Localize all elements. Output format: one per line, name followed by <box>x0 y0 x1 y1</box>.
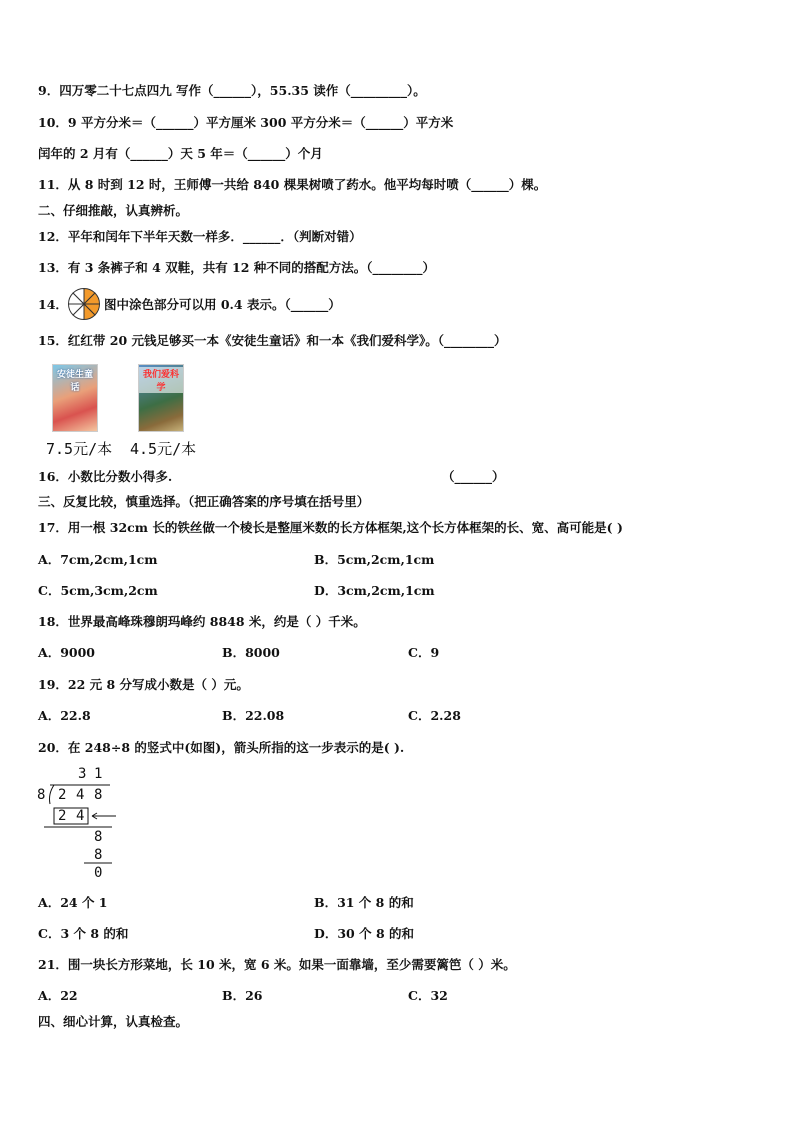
option-a: A．24 个 1 <box>38 895 108 910</box>
dividend-digit: 8 <box>94 787 103 803</box>
quotient-digit: 3 <box>78 766 87 782</box>
book-cover-title: 我们爱科学 <box>139 367 183 393</box>
option-d: D．3cm,2cm,1cm <box>314 583 435 598</box>
option-c: C．3 个 8 的和 <box>38 926 129 941</box>
dividend-digit: 4 <box>76 787 85 803</box>
option-c: C．5cm,3cm,2cm <box>38 583 158 598</box>
question-19: 19．22 元 8 分写成小数是（ ）元。 <box>38 677 249 692</box>
question-16: 16．小数比分数小得多. <box>38 469 173 484</box>
book-cover-title: 安徒生童话 <box>56 370 93 393</box>
question-18: 18．世界最高峰珠穆朗玛峰约 8848 米，约是（ ）千米。 <box>38 614 366 629</box>
book-price: 7.5元/本 <box>46 440 113 458</box>
question-20: 20．在 248÷8 的竖式中(如图)，箭头所指的这一步表示的是( ). <box>38 740 405 755</box>
option-a: A．9000 <box>38 645 95 660</box>
quotient-digit: 1 <box>94 766 103 782</box>
question-10-part-b: 闰年的 2 月有（______）天 5 年＝（______）个月 <box>38 146 323 161</box>
question-12: 12．平年和闰年下半年天数一样多．______．（判断对错） <box>38 229 362 244</box>
question-14-number: 14． <box>38 297 68 312</box>
question-11: 11．从 8 时到 12 时，王师傅一共给 840 棵果树喷了药水。他平均每时喷（______）棵。 <box>38 177 547 192</box>
section-3-heading: 三、反复比较，慎重选择。（把正确答案的序号填在括号里） <box>38 494 370 509</box>
option-b: B．31 个 8 的和 <box>314 895 414 910</box>
option-b: B．5cm,2cm,1cm <box>314 552 435 567</box>
question-15: 15．红红带 20 元钱足够买一本《安徒生童话》和一本《我们爱科学》。（________） <box>38 333 507 348</box>
option-c: C．2.28 <box>408 708 461 723</box>
pie-chart-svg <box>67 287 101 321</box>
book-price: 4.5元/本 <box>130 440 197 458</box>
question-13: 13．有 3 条裤子和 4 双鞋，共有 12 种不同的搭配方法。（________） <box>38 260 436 275</box>
book-cover-andersen <box>52 364 98 432</box>
option-b: B．8000 <box>222 645 280 660</box>
remainder-digit: 0 <box>94 865 103 881</box>
long-division-figure <box>34 766 124 882</box>
step-digit: 2 <box>58 808 67 824</box>
option-a: A．7cm,2cm,1cm <box>38 552 158 567</box>
question-16-answer-blank: （______） <box>442 469 505 484</box>
option-b: B．22.08 <box>222 708 285 723</box>
option-c: C．32 <box>408 988 448 1003</box>
dividend-digit: 2 <box>58 787 67 803</box>
option-a: A．22.8 <box>38 708 91 723</box>
section-4-heading: 四、细心计算，认真检查。 <box>38 1014 189 1029</box>
option-c: C．9 <box>408 645 440 660</box>
option-a: A．22 <box>38 988 78 1003</box>
step-digit: 4 <box>76 808 85 824</box>
divisor: 8 <box>37 787 46 803</box>
option-d: D．30 个 8 的和 <box>314 926 414 941</box>
pie-figure <box>67 287 101 321</box>
question-10-part-a: 10．9 平方分米＝（______）平方厘米 300 平方分米＝（______）平方米 <box>38 115 454 130</box>
step-digit: 8 <box>94 847 103 863</box>
option-b: B．26 <box>222 988 263 1003</box>
question-17: 17．用一根 32cm 长的铁丝做一个棱长是整厘米数的长方体框架,这个长方体框架的长、宽、高可能是( ) <box>38 520 623 535</box>
section-2-heading: 二、仔细推敲，认真辨析。 <box>38 203 189 218</box>
question-21: 21．围一块长方形菜地，长 10 米，宽 6 米。如果一面靠墙，至少需要篱笆（ ）米。 <box>38 957 516 972</box>
step-digit: 8 <box>94 829 103 845</box>
question-9: 9．四万零二十七点四九 写作（______），55.35 读作（_________）。 <box>38 83 426 98</box>
question-14-text: 图中涂色部分可以用 0.4 表示。（______） <box>104 297 341 312</box>
book-cover-science <box>138 364 184 432</box>
division-lines <box>34 766 124 882</box>
